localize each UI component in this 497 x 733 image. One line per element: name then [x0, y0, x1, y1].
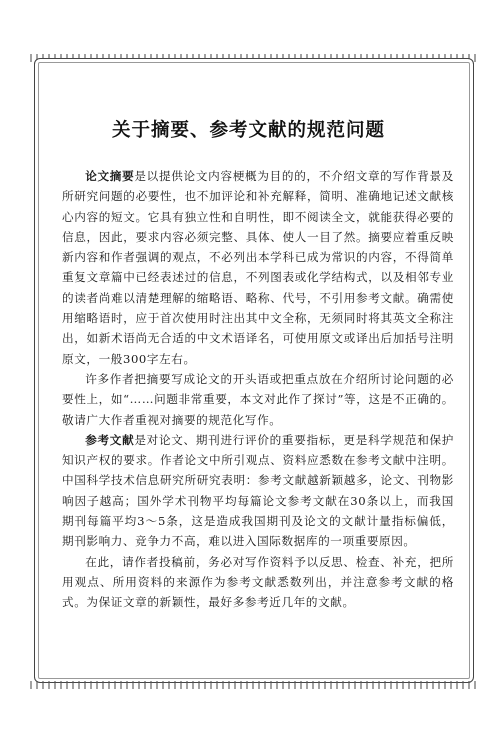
term-references: 参考文献	[85, 432, 135, 447]
term-abstract: 论文摘要	[85, 169, 135, 183]
paragraph-text: 许多作者把摘要写成论文的开头语或把重点放在介绍所讨论问题的必要性上，如“……问题非常重要，本文对此作了探讨”等，这是不正确的。敬请广大作者重视对摘要的规范化写作。	[62, 371, 454, 427]
paragraph-closing	[62, 552, 454, 613]
paragraph-text: 是对论文、期刊进行评价的重要指标，更是科学规范和保护知识产权的要求。作者论文中所引观点、资料应悉数在参考文献中注明。中国科学技术信息研究所研究表明：参考文献越新颖越多，论文、刊物影响因子越高；国外学术刊物平均每篇论文参考文献在30条以上，而我国期刊每篇平均3～5条，这是造成我国期刊及论文的文献计量指标偏低，期刊影响力、竞争力不高，难以进入国际数据库的一项重要原因。	[62, 432, 454, 549]
bottom-border-ornament	[30, 681, 478, 689]
paragraph-text: 在此，请作者投稿前，务必对写作资料予以反思、检查、补充，把所用观点、所用资料的来源作为参考文献悉数列出，并注意参考文献的格式。为保证文章的新颖性，最好多参考近几年的文献。	[62, 554, 454, 610]
article-body	[62, 166, 454, 613]
paragraph-text: 是以提供论文内容梗概为目的的，不介绍文章的写作背景及所研究问题的必要性，也不加评论和补充解释，简明、准确地记述文献核心内容的短文。它具有独立性和自明性，即不阅读全文，就能获得必要的信息，因此，要求内容必须完整、具体、使人一目了然。摘要应着重反映新内容和作者强调的观点，不必列出本学科已成为常识的内容，不得简单重复文章篇中已经表述过的信息，不列图表或化学结构式，以及相邻专业的读者尚难以清楚理解的缩略语、略称、代号，不引用参考文献。确需使用缩略语时，应于首次使用时注出其中文全称，无须同时将其英文全称注出，如新术语尚无合适的中文术语译名，可使用原文或译出后加括号注明原文，一般300字左右。	[62, 169, 454, 366]
paragraph-abstract	[62, 166, 454, 369]
paragraph-abstract-note	[62, 369, 454, 430]
page-title: 关于摘要、参考文献的规范问题	[111, 120, 385, 141]
paragraph-references	[62, 430, 454, 552]
